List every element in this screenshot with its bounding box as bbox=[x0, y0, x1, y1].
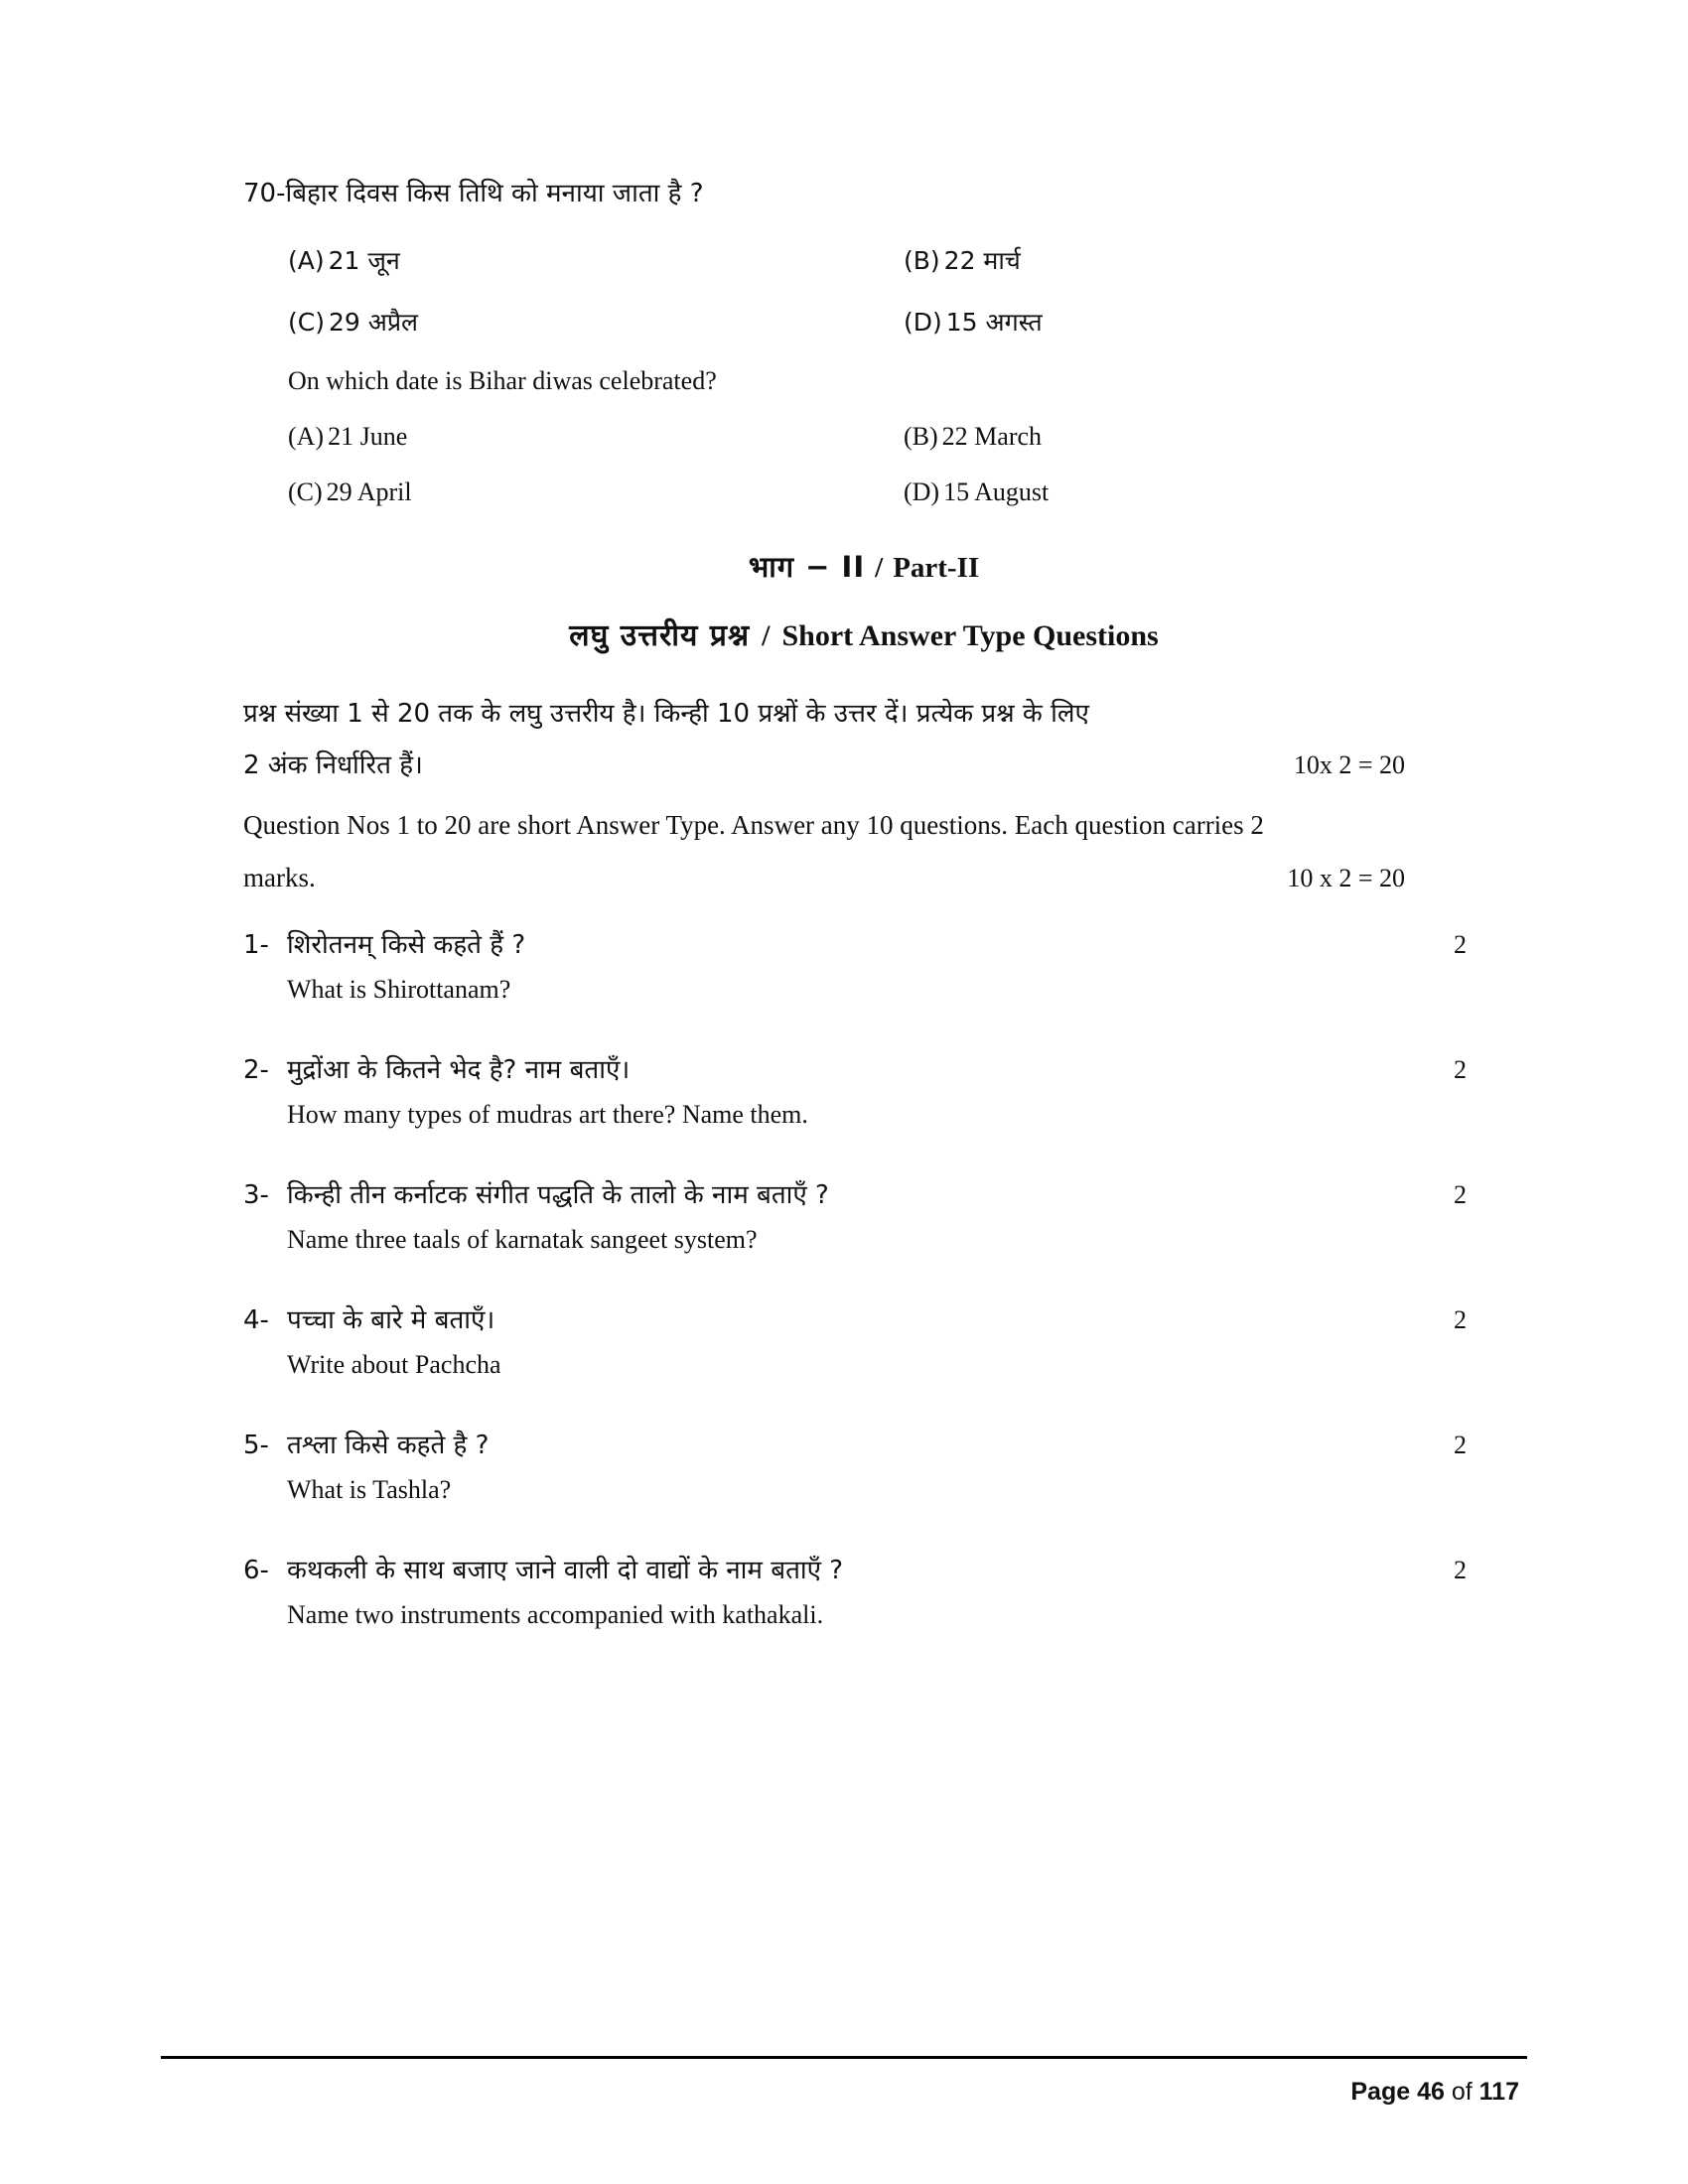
question-item bbox=[243, 1426, 1484, 1505]
instructions-english bbox=[243, 799, 1484, 903]
sub-heading-separator: / bbox=[762, 619, 771, 652]
instructions-english-line-2: marks. bbox=[243, 862, 316, 892]
option-text-b-en: 22 March bbox=[941, 422, 1043, 451]
option-text-c-en: 29 April bbox=[326, 478, 412, 506]
footer-page-label: Page bbox=[1350, 2078, 1411, 2106]
instructions-hindi-marks: 10x 2 = 20 bbox=[1293, 751, 1405, 779]
option-text-d-en: 15 August bbox=[943, 478, 1050, 506]
question-text-hindi: पच्चा के बारे मे बताएँ। bbox=[287, 1305, 495, 1336]
mcq-question-70 bbox=[243, 174, 1484, 507]
instructions-hindi-line-2: 2 अंक निर्धारित हैं। bbox=[243, 751, 423, 780]
question-item bbox=[243, 1175, 1484, 1255]
question-text-hindi: शिरोतनम् किसे कहते हैं ? bbox=[287, 930, 526, 961]
mcq-options-hindi-row-1 bbox=[243, 243, 1484, 277]
option-text-b: 22 मार्च bbox=[943, 246, 1021, 275]
question-item bbox=[243, 1050, 1484, 1130]
sub-heading-english: Short Answer Type Questions bbox=[781, 619, 1159, 652]
instructions-english-marks: 10 x 2 = 20 bbox=[1287, 863, 1405, 892]
question-row bbox=[243, 1175, 1484, 1211]
page-content bbox=[243, 174, 1484, 1630]
option-text-d: 15 अगस्त bbox=[945, 308, 1043, 337]
question-marks: 2 bbox=[1454, 1055, 1467, 1085]
part-heading-hindi: भाग − II bbox=[748, 550, 866, 584]
question-text-hindi: मुद्रोंआ के कितने भेद है? नाम बताएँ। bbox=[287, 1055, 631, 1086]
mcq-option-hindi-a bbox=[243, 243, 859, 277]
mcq-option-hindi-b bbox=[859, 243, 1415, 277]
question-row bbox=[243, 925, 1484, 961]
part-heading-english: Part-II bbox=[893, 552, 980, 584]
question-text-english: Name two instruments accompanied with kathakali. bbox=[287, 1600, 824, 1630]
mcq-option-english-d bbox=[859, 478, 1415, 507]
mcq-options-english-row-1 bbox=[243, 422, 1484, 452]
mcq-option-english-c bbox=[243, 478, 859, 507]
option-label-d: (D) bbox=[904, 308, 942, 337]
instructions-hindi-line-2-row bbox=[243, 740, 1484, 791]
question-number: 6- bbox=[243, 1556, 269, 1586]
question-text-hindi: किन्ही तीन कर्नाटक संगीत पद्धति के तालो के नाम बताएँ ? bbox=[287, 1180, 829, 1211]
instructions-hindi bbox=[243, 688, 1484, 791]
option-label-b: (B) bbox=[904, 246, 940, 275]
question-text-english: Write about Pachcha bbox=[287, 1350, 501, 1380]
mcq-options-english-row-2 bbox=[243, 478, 1484, 507]
instructions-english-line-2-row bbox=[243, 852, 1484, 904]
option-label-c-en: (C) bbox=[288, 478, 323, 506]
mcq-number: 70- bbox=[243, 179, 286, 208]
question-row bbox=[243, 1551, 1484, 1586]
instructions-english-line-1: Question Nos 1 to 20 are short Answer Type. Answer any 10 questions. Each question carries 2 bbox=[243, 810, 1264, 840]
option-label-d-en: (D) bbox=[904, 478, 940, 506]
part-heading bbox=[243, 547, 1484, 586]
option-label-a: (A) bbox=[288, 246, 325, 275]
sub-heading-hindi: लघु उत्तरीय प्रश्न bbox=[569, 618, 751, 653]
mcq-stem-hindi bbox=[243, 174, 1484, 209]
mcq-options-hindi-row-2 bbox=[243, 305, 1484, 339]
question-text-english: How many types of mudras art there? Name them. bbox=[287, 1100, 808, 1130]
question-item bbox=[243, 1551, 1484, 1630]
section-sub-heading bbox=[243, 614, 1484, 654]
option-text-a-en: 21 June bbox=[328, 422, 408, 451]
question-marks: 2 bbox=[1454, 1556, 1467, 1585]
question-row bbox=[243, 1426, 1484, 1461]
option-text-c: 29 अप्रैल bbox=[328, 308, 419, 337]
question-text-hindi: कथकली के साथ बजाए जाने वाली दो वाद्यों के नाम बताएँ ? bbox=[287, 1556, 844, 1586]
footer-divider bbox=[161, 2056, 1527, 2059]
question-number: 2- bbox=[243, 1055, 269, 1086]
option-text-a: 21 जून bbox=[328, 246, 400, 275]
footer-page-number: 46 bbox=[1417, 2078, 1445, 2106]
mcq-option-english-a bbox=[243, 422, 859, 452]
question-row bbox=[243, 1300, 1484, 1336]
question-marks: 2 bbox=[1454, 1180, 1467, 1210]
question-number: 3- bbox=[243, 1180, 269, 1211]
mcq-option-hindi-c bbox=[243, 305, 859, 339]
question-number: 4- bbox=[243, 1305, 269, 1336]
part-heading-separator: / bbox=[875, 552, 884, 584]
question-marks: 2 bbox=[1454, 1305, 1467, 1335]
mcq-option-hindi-d bbox=[859, 305, 1415, 339]
footer-total-pages: 117 bbox=[1478, 2078, 1519, 2106]
question-number: 5- bbox=[243, 1431, 269, 1461]
page-footer bbox=[1350, 2078, 1519, 2107]
mcq-stem-hindi-text: बिहार दिवस किस तिथि को मनाया जाता है ? bbox=[285, 179, 704, 208]
question-text-english: What is Shirottanam? bbox=[287, 975, 511, 1005]
instructions-hindi-line-1: प्रश्न संख्या 1 से 20 तक के लघु उत्तरीय है। किन्ही 10 प्रश्नों के उत्तर दें। प्रत्येक प्रश्न के लिए bbox=[243, 699, 1089, 729]
footer-of-label: of bbox=[1451, 2078, 1473, 2106]
question-text-english: What is Tashla? bbox=[287, 1475, 452, 1505]
question-marks: 2 bbox=[1454, 1431, 1467, 1460]
question-item bbox=[243, 925, 1484, 1005]
question-marks: 2 bbox=[1454, 930, 1467, 960]
question-text-english: Name three taals of karnatak sangeet system? bbox=[287, 1225, 758, 1255]
question-row bbox=[243, 1050, 1484, 1086]
option-label-c: (C) bbox=[288, 308, 325, 337]
option-label-a-en: (A) bbox=[288, 422, 325, 451]
mcq-option-english-b bbox=[859, 422, 1415, 452]
question-text-hindi: तश्ला किसे कहते है ? bbox=[287, 1431, 490, 1461]
question-item bbox=[243, 1300, 1484, 1380]
mcq-stem-english: On which date is Bihar diwas celebrated? bbox=[288, 366, 717, 395]
question-number: 1- bbox=[243, 930, 269, 961]
option-label-b-en: (B) bbox=[904, 422, 938, 451]
